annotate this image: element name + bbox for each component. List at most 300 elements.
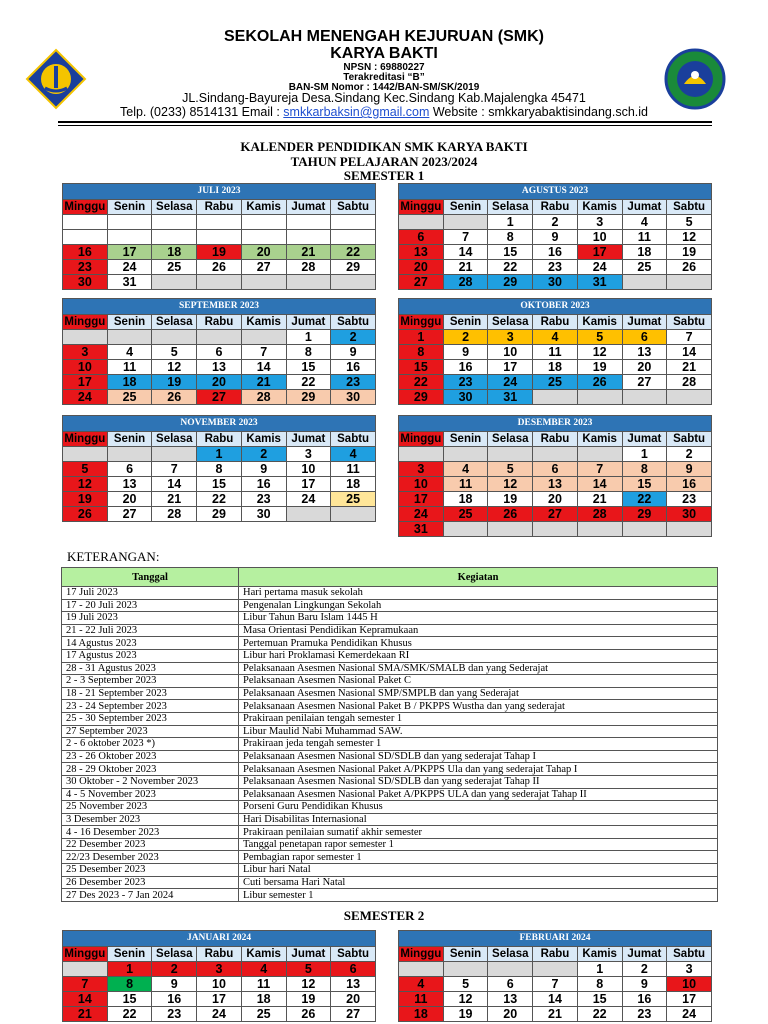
empty-day-cell	[107, 230, 152, 245]
weekday-label: Kamis	[241, 315, 286, 330]
empty-day-cell	[667, 390, 712, 405]
day-cell: 17	[107, 245, 152, 260]
weekday-label: Sabtu	[667, 432, 712, 447]
weekday-label: Selasa	[152, 315, 197, 330]
day-cell: 10	[667, 977, 712, 992]
day-cell: 22	[286, 375, 331, 390]
day-cell: 25	[241, 1007, 286, 1022]
empty-day-cell	[152, 447, 197, 462]
empty-day-cell	[286, 507, 331, 522]
weekday-header-row	[399, 432, 712, 447]
day-cell: 30	[443, 390, 488, 405]
day-cell: 12	[443, 992, 488, 1007]
week-row	[63, 390, 376, 405]
day-cell: 9	[241, 462, 286, 477]
week-row	[63, 215, 376, 230]
month-name: JULI 2023	[63, 184, 376, 200]
empty-day-cell	[152, 230, 197, 245]
month-name: OKTOBER 2023	[399, 299, 712, 315]
day-cell: 13	[399, 245, 444, 260]
week-row	[399, 992, 712, 1007]
activity-date: 22/23 Desember 2023	[62, 851, 239, 864]
day-cell: 14	[241, 360, 286, 375]
day-cell: 19	[197, 245, 242, 260]
day-cell: 3	[667, 962, 712, 977]
week-row	[399, 507, 712, 522]
day-cell: 26	[667, 260, 712, 275]
day-cell: 22	[622, 492, 667, 507]
day-cell: 24	[667, 1007, 712, 1022]
day-cell: 1	[197, 447, 242, 462]
empty-day-cell	[197, 275, 242, 290]
month-header-row	[63, 184, 376, 200]
foundation-logo-icon	[662, 48, 728, 110]
day-cell: 24	[197, 1007, 242, 1022]
day-cell: 30	[241, 507, 286, 522]
activity-row	[62, 801, 718, 814]
activity-row	[62, 712, 718, 725]
day-cell: 22	[107, 1007, 152, 1022]
empty-day-cell	[443, 215, 488, 230]
weekday-label: Selasa	[152, 947, 197, 962]
day-cell: 21	[533, 1007, 578, 1022]
day-cell: 29	[331, 260, 376, 275]
day-cell: 30	[667, 507, 712, 522]
weekday-label: Kamis	[241, 947, 286, 962]
day-cell: 18	[107, 375, 152, 390]
day-cell: 13	[107, 477, 152, 492]
day-cell: 21	[577, 492, 622, 507]
day-cell: 18	[533, 360, 578, 375]
activity-table-header	[62, 568, 718, 587]
day-cell: 1	[286, 330, 331, 345]
activity-row	[62, 637, 718, 650]
weekday-label: Rabu	[197, 432, 242, 447]
activity-date: 4 - 16 Desember 2023	[62, 826, 239, 839]
day-cell: 16	[241, 477, 286, 492]
empty-day-cell	[443, 522, 488, 537]
weekday-label: Kamis	[577, 200, 622, 215]
day-cell: 8	[399, 345, 444, 360]
activity-date: 28 - 29 Oktober 2023	[62, 763, 239, 776]
activity-description: Libur Maulid Nabi Muhammad SAW.	[239, 725, 718, 738]
day-cell: 4	[107, 345, 152, 360]
day-cell: 2	[331, 330, 376, 345]
day-cell: 25	[107, 390, 152, 405]
activity-date: 22 Desember 2023	[62, 838, 239, 851]
day-cell: 3	[286, 447, 331, 462]
day-cell: 29	[197, 507, 242, 522]
empty-day-cell	[107, 330, 152, 345]
activity-date: 26 Desember 2023	[62, 876, 239, 889]
day-cell: 24	[286, 492, 331, 507]
activity-description: Pelaksanaan Asesmen Nasional Paket C	[239, 675, 718, 688]
activity-row	[62, 788, 718, 801]
weekday-label: Rabu	[533, 200, 578, 215]
day-cell: 26	[577, 375, 622, 390]
weekday-label: Sabtu	[331, 200, 376, 215]
activity-date: 25 Desember 2023	[62, 864, 239, 877]
empty-day-cell	[331, 507, 376, 522]
day-cell: 7	[577, 462, 622, 477]
empty-day-cell	[622, 390, 667, 405]
activity-date: 25 November 2023	[62, 801, 239, 814]
day-cell: 29	[622, 507, 667, 522]
weekday-label: Senin	[107, 947, 152, 962]
weekday-label: Selasa	[488, 315, 533, 330]
activity-table	[61, 567, 718, 902]
day-cell: 11	[399, 992, 444, 1007]
day-cell: 21	[443, 260, 488, 275]
activity-date: 23 - 26 Oktober 2023	[62, 750, 239, 763]
weekday-label: Sabtu	[667, 315, 712, 330]
weekday-label: Jumat	[622, 947, 667, 962]
empty-day-cell	[488, 522, 533, 537]
week-row	[63, 492, 376, 507]
activity-description: Masa Orientasi Pendidikan Kepramukaan	[239, 624, 718, 637]
day-cell: 8	[107, 977, 152, 992]
empty-day-cell	[667, 522, 712, 537]
weekday-label: Minggu	[64, 432, 106, 445]
day-cell: 15	[197, 477, 242, 492]
website-label: Website :	[429, 105, 489, 119]
weekday-header-row	[399, 947, 712, 962]
activity-date: 17 - 20 Juli 2023	[62, 599, 239, 612]
accreditation: Terakreditasi “B”	[343, 72, 425, 83]
empty-day-cell	[241, 275, 286, 290]
day-cell: 5	[488, 462, 533, 477]
empty-day-cell	[241, 330, 286, 345]
day-cell: 20	[331, 992, 376, 1007]
activity-row	[62, 675, 718, 688]
day-cell: 18	[443, 492, 488, 507]
day-cell: 28	[241, 390, 286, 405]
day-cell: 1	[399, 330, 444, 345]
day-cell: 14	[152, 477, 197, 492]
day-cell: 1	[577, 962, 622, 977]
activity-row	[62, 687, 718, 700]
weekday-label: Sabtu	[331, 432, 376, 447]
weekday-label: Rabu	[197, 947, 242, 962]
week-row	[63, 477, 376, 492]
week-row	[399, 447, 712, 462]
weekday-label: Rabu	[533, 432, 578, 447]
day-cell: 20	[622, 360, 667, 375]
empty-day-cell	[488, 447, 533, 462]
activity-description: Libur hari Proklamasi Kemerdekaan RI	[239, 649, 718, 662]
activity-date: 27 Des 2023 - 7 Jan 2024	[62, 889, 239, 902]
day-cell: 18	[622, 245, 667, 260]
activity-description: Prakiraan penilaian tengah semester 1	[239, 712, 718, 725]
activity-description: Pelaksanaan Asesmen Nasional SMP/SMPLB dan yang Sederajat	[239, 687, 718, 700]
activity-description: Hari pertama masuk sekolah	[239, 587, 718, 600]
week-row	[399, 477, 712, 492]
day-cell: 23	[533, 260, 578, 275]
week-row	[399, 977, 712, 992]
activity-row	[62, 889, 718, 902]
weekday-header-row	[63, 315, 376, 330]
day-cell: 19	[577, 360, 622, 375]
month-calendar	[398, 298, 712, 405]
day-cell: 26	[197, 260, 242, 275]
day-cell: 7	[241, 345, 286, 360]
calendar-title: KALENDER PENDIDIKAN SMK KARYA BAKTI	[240, 139, 528, 154]
day-cell: 10	[63, 360, 108, 375]
day-cell: 13	[622, 345, 667, 360]
month-calendar	[62, 930, 376, 1022]
day-cell: 3	[63, 345, 108, 360]
empty-day-cell	[286, 230, 331, 245]
day-cell: 9	[152, 977, 197, 992]
day-cell: 24	[488, 375, 533, 390]
day-cell: 17	[577, 245, 622, 260]
day-cell: 27	[197, 390, 242, 405]
weekday-label: Sabtu	[331, 315, 376, 330]
day-cell: 29	[286, 390, 331, 405]
day-cell: 17	[197, 992, 242, 1007]
day-cell: 10	[488, 345, 533, 360]
weekday-label: Jumat	[622, 432, 667, 447]
day-cell: 6	[107, 462, 152, 477]
week-row	[63, 507, 376, 522]
day-cell: 22	[399, 375, 444, 390]
month-calendar	[398, 415, 712, 537]
day-cell: 28	[577, 507, 622, 522]
day-cell: 23	[241, 492, 286, 507]
empty-day-cell	[63, 962, 108, 977]
day-cell: 7	[443, 230, 488, 245]
day-cell: 27	[241, 260, 286, 275]
weekday-header-row	[63, 200, 376, 215]
activity-description: Cuti bersama Hari Natal	[239, 876, 718, 889]
day-cell: 12	[667, 230, 712, 245]
semester-1-heading: SEMESTER 1	[343, 168, 425, 183]
empty-day-cell	[443, 962, 488, 977]
day-cell: 9	[443, 345, 488, 360]
week-row	[63, 977, 376, 992]
weekday-label: Kamis	[577, 432, 622, 447]
month-name: AGUSTUS 2023	[399, 184, 712, 200]
empty-day-cell	[197, 330, 242, 345]
address: JL.Sindang-Bayureja Desa.Sindang Kec.Sindang Kab.Majalengka 45471	[182, 91, 586, 105]
weekday-label: Minggu	[64, 947, 106, 960]
day-cell: 27	[107, 507, 152, 522]
week-row	[399, 330, 712, 345]
day-cell: 28	[286, 260, 331, 275]
npsn: NPSN : 69880227	[343, 62, 425, 73]
empty-day-cell	[577, 522, 622, 537]
activity-row	[62, 851, 718, 864]
week-row	[399, 345, 712, 360]
day-cell: 22	[331, 245, 376, 260]
activity-description: Pelaksanaan Asesmen Nasional SD/SDLB dan yang sederajat Tahap I	[239, 750, 718, 763]
empty-day-cell	[533, 447, 578, 462]
week-row	[63, 1007, 376, 1022]
weekday-label: Selasa	[152, 200, 197, 215]
activity-description: Pelaksanaan Asesmen Nasional SD/SDLB dan yang sederajat Tahap II	[239, 775, 718, 788]
day-cell: 6	[399, 230, 444, 245]
day-cell: 26	[63, 507, 108, 522]
weekday-label: Sabtu	[331, 947, 376, 962]
activity-description: Pertemuan Pramuka Pendidikan Khusus	[239, 637, 718, 650]
website-link[interactable]: smkkaryabaktisindang.sch.id	[488, 105, 648, 119]
empty-day-cell	[533, 522, 578, 537]
day-cell: 25	[622, 260, 667, 275]
day-cell: 20	[107, 492, 152, 507]
week-row	[399, 492, 712, 507]
school-name: KARYA BAKTI	[330, 45, 438, 62]
month-header-row	[399, 184, 712, 200]
activity-date: 19 Juli 2023	[62, 612, 239, 625]
activity-date: 17 Juli 2023	[62, 587, 239, 600]
activity-date: 21 - 22 Juli 2023	[62, 624, 239, 637]
activity-row	[62, 826, 718, 839]
activity-row	[62, 649, 718, 662]
day-cell: 13	[197, 360, 242, 375]
activity-row	[62, 662, 718, 675]
school-logo-icon	[25, 48, 87, 110]
weekday-label: Selasa	[488, 432, 533, 447]
week-row	[63, 345, 376, 360]
week-row	[63, 447, 376, 462]
activity-row	[62, 763, 718, 776]
activity-description: Prakiraan jeda tengah semester 1	[239, 738, 718, 751]
day-cell: 8	[197, 462, 242, 477]
activity-description: Libur hari Natal	[239, 864, 718, 877]
activity-description: Libur Tahun Baru Islam 1445 H	[239, 612, 718, 625]
empty-day-cell	[577, 390, 622, 405]
weekday-label: Minggu	[400, 947, 442, 960]
weekday-label: Jumat	[286, 432, 331, 447]
day-cell: 27	[399, 275, 444, 290]
empty-day-cell	[107, 215, 152, 230]
day-cell: 16	[667, 477, 712, 492]
day-cell: 17	[286, 477, 331, 492]
week-row	[399, 390, 712, 405]
day-cell: 16	[443, 360, 488, 375]
weekday-label: Senin	[107, 315, 152, 330]
day-cell: 16	[152, 992, 197, 1007]
activity-date: 3 Desember 2023	[62, 813, 239, 826]
legend-label: KETERANGAN:	[67, 549, 160, 564]
activity-row	[62, 864, 718, 877]
weekday-label: Minggu	[400, 315, 442, 328]
month-calendar	[398, 930, 712, 1022]
email-link[interactable]: smkkarbaksin@gmail.com	[283, 105, 430, 119]
day-cell: 2	[152, 962, 197, 977]
day-cell: 23	[63, 260, 108, 275]
day-cell: 14	[667, 345, 712, 360]
day-cell: 9	[667, 462, 712, 477]
day-cell: 3	[488, 330, 533, 345]
day-cell: 9	[331, 345, 376, 360]
day-cell: 23	[667, 492, 712, 507]
day-cell: 12	[152, 360, 197, 375]
day-cell: 30	[63, 275, 108, 290]
activity-row	[62, 738, 718, 751]
day-cell: 7	[667, 330, 712, 345]
empty-day-cell	[622, 522, 667, 537]
month-calendar	[62, 183, 376, 290]
month-name: SEPTEMBER 2023	[63, 299, 376, 315]
school-year: TAHUN PELAJARAN 2023/2024	[290, 154, 478, 169]
day-cell: 6	[488, 977, 533, 992]
day-cell: 17	[399, 492, 444, 507]
day-cell: 16	[533, 245, 578, 260]
day-cell: 19	[286, 992, 331, 1007]
day-cell: 11	[533, 345, 578, 360]
day-cell: 26	[286, 1007, 331, 1022]
day-cell: 15	[488, 245, 533, 260]
header-divider	[58, 121, 712, 123]
weekday-label: Senin	[107, 432, 152, 447]
day-cell: 1	[622, 447, 667, 462]
empty-day-cell	[667, 275, 712, 290]
column-activity: Kegiatan	[239, 568, 718, 587]
activity-date: 28 - 31 Agustus 2023	[62, 662, 239, 675]
day-cell: 13	[488, 992, 533, 1007]
empty-day-cell	[286, 215, 331, 230]
empty-day-cell	[63, 215, 108, 230]
day-cell: 10	[197, 977, 242, 992]
weekday-label: Kamis	[577, 947, 622, 962]
month-name: JANUARI 2024	[63, 931, 376, 947]
day-cell: 14	[443, 245, 488, 260]
day-cell: 24	[63, 390, 108, 405]
empty-day-cell	[241, 215, 286, 230]
day-cell: 20	[241, 245, 286, 260]
activity-description: Pelaksanaan Asesmen Nasional Paket A/PKPPS ULA dan yang sederajat Tahap II	[239, 788, 718, 801]
month-header-row	[63, 299, 376, 315]
empty-day-cell	[197, 230, 242, 245]
activity-row	[62, 725, 718, 738]
empty-day-cell	[331, 275, 376, 290]
empty-day-cell	[152, 215, 197, 230]
day-cell: 27	[533, 507, 578, 522]
day-cell: 30	[533, 275, 578, 290]
activity-date: 4 - 5 November 2023	[62, 788, 239, 801]
month-name: NOVEMBER 2023	[63, 416, 376, 432]
empty-day-cell	[577, 447, 622, 462]
weekday-label: Selasa	[152, 432, 197, 447]
weekday-label: Rabu	[197, 315, 242, 330]
day-cell: 2	[241, 447, 286, 462]
weekday-label: Senin	[443, 947, 488, 962]
day-cell: 5	[667, 215, 712, 230]
day-cell: 16	[331, 360, 376, 375]
day-cell: 11	[622, 230, 667, 245]
empty-day-cell	[63, 330, 108, 345]
week-row	[399, 245, 712, 260]
activity-date: 2 - 6 oktober 2023 *)	[62, 738, 239, 751]
activity-row	[62, 612, 718, 625]
day-cell: 12	[63, 477, 108, 492]
week-row	[63, 330, 376, 345]
day-cell: 15	[286, 360, 331, 375]
day-cell: 24	[399, 507, 444, 522]
day-cell: 10	[286, 462, 331, 477]
activity-row	[62, 838, 718, 851]
day-cell: 7	[533, 977, 578, 992]
day-cell: 17	[667, 992, 712, 1007]
day-cell: 21	[63, 1007, 108, 1022]
day-cell: 20	[197, 375, 242, 390]
week-row	[63, 962, 376, 977]
weekday-label: Jumat	[286, 200, 331, 215]
day-cell: 12	[488, 477, 533, 492]
week-row	[63, 260, 376, 275]
day-cell: 6	[197, 345, 242, 360]
